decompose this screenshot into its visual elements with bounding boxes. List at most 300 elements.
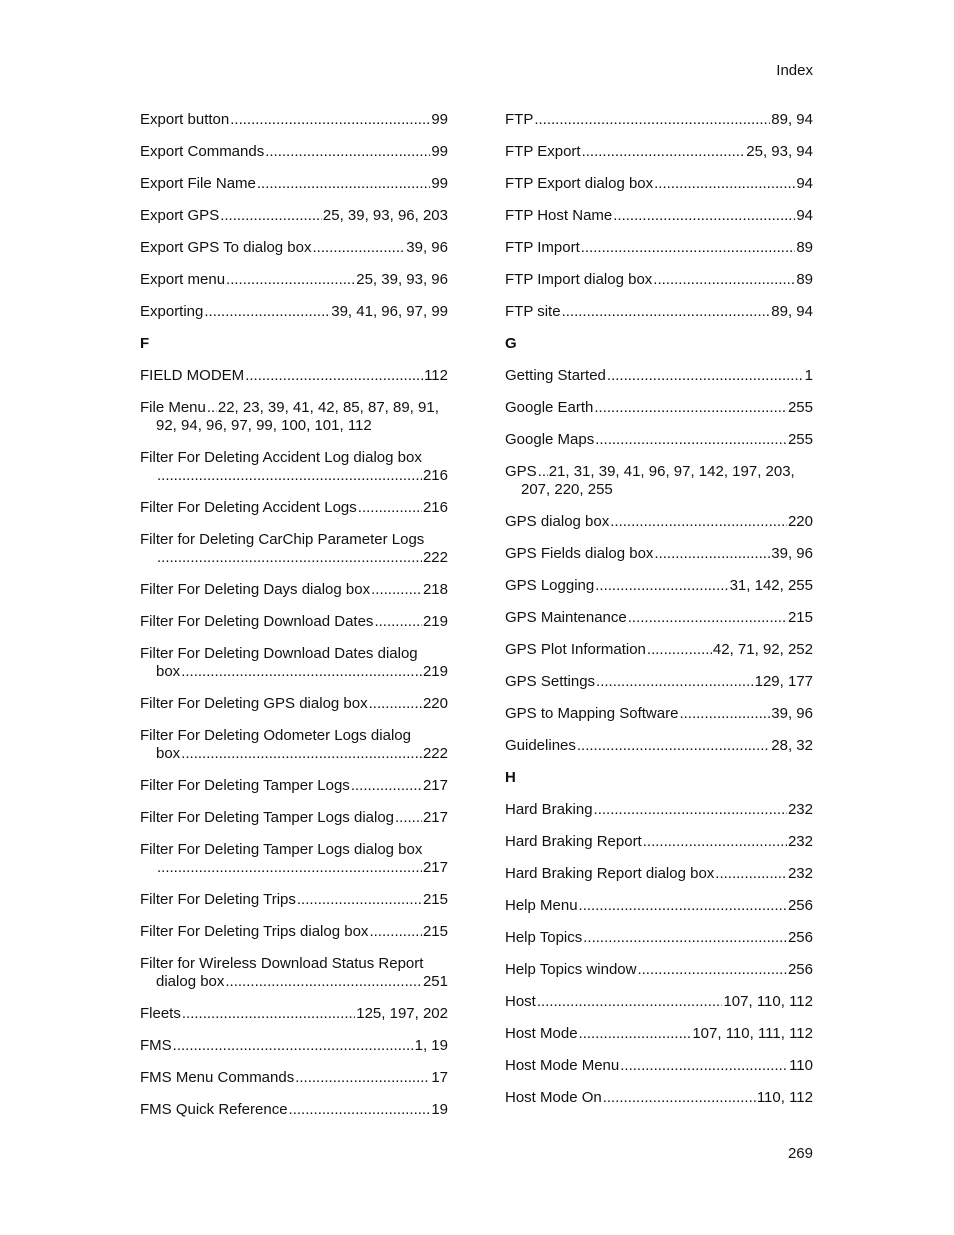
leader-dots: [182, 1005, 355, 1023]
index-entry: [140, 303, 448, 321]
index-term: Export button: [140, 111, 230, 128]
index-term: Filter For Deleting Trips dialog box: [140, 923, 369, 940]
index-term: Filter For Deleting Odometer Logs dialog: [140, 727, 411, 744]
index-entry: [505, 271, 813, 289]
index-line: [505, 801, 813, 819]
index-line: [140, 271, 448, 289]
index-term: FMS: [140, 1037, 172, 1054]
index-pages: 21, 31, 39, 41, 96, 97, 142, 197, 203,: [548, 463, 795, 480]
index-line: [140, 239, 448, 257]
index-pages: 99: [431, 175, 448, 192]
index-pages: 232: [787, 801, 813, 818]
leader-dots: [157, 549, 422, 567]
index-line: [505, 399, 813, 417]
index-term: Host Mode On: [505, 1089, 602, 1106]
leader-dots: [265, 143, 430, 161]
index-line: [505, 993, 813, 1011]
index-term: Export menu: [140, 271, 226, 288]
leader-dots: [374, 613, 422, 631]
leader-dots: [579, 897, 787, 915]
index-term: Hard Braking: [505, 801, 593, 818]
index-term: Export File Name: [140, 175, 256, 192]
index-line: [140, 891, 448, 909]
index-line: [505, 929, 813, 947]
index-pages: 125, 197, 202: [356, 1005, 448, 1022]
leader-dots: [371, 581, 422, 599]
index-term: Filter For Deleting Accident Log dialog box: [140, 449, 422, 466]
index-line: [140, 1101, 448, 1119]
index-term: FTP: [505, 111, 534, 128]
leader-dots: [230, 111, 430, 129]
index-pages: 256: [787, 929, 813, 946]
index-entry: [140, 531, 448, 567]
index-entry: [505, 705, 813, 723]
index-pages: 94: [796, 175, 813, 192]
index-entry: [140, 645, 448, 681]
index-entry: [140, 1069, 448, 1087]
index-entry: [505, 577, 813, 595]
index-pages: 19: [431, 1101, 448, 1118]
index-pages: 42, 71, 92, 252: [712, 641, 813, 658]
index-line: [505, 609, 813, 627]
index-line: [505, 111, 813, 129]
index-entry: [505, 303, 813, 321]
index-page-line: [140, 663, 448, 681]
index-entry: [505, 463, 813, 499]
index-line: [505, 1089, 813, 1107]
index-term-continued: dialog box: [156, 973, 225, 990]
index-pages: 217: [422, 859, 448, 876]
index-line: [505, 1057, 813, 1075]
index-term: Filter for Deleting CarChip Parameter Logs: [140, 531, 425, 548]
index-term: Filter For Deleting Accident Logs: [140, 499, 357, 516]
page-number: 269: [787, 1145, 813, 1162]
leader-dots: [289, 1101, 431, 1119]
leader-dots: [595, 431, 787, 449]
index-entry: [140, 695, 448, 713]
index-line: [140, 303, 448, 321]
leader-dots: [395, 809, 422, 827]
index-line: [140, 499, 448, 517]
index-entry: [505, 801, 813, 819]
index-pages: 89: [796, 271, 813, 288]
index-line: [505, 577, 813, 595]
index-line: [505, 833, 813, 851]
index-term: GPS: [505, 463, 537, 480]
leader-dots: [173, 1037, 414, 1055]
leader-dots: [628, 609, 787, 627]
index-pages: 94: [796, 207, 813, 224]
leader-dots: [358, 499, 422, 517]
index-term: Help Topics: [505, 929, 583, 946]
leader-dots: [596, 673, 754, 691]
index-page-line: [140, 467, 448, 485]
leader-dots: [225, 973, 422, 991]
index-term: FIELD MODEM: [140, 367, 245, 384]
index-pages: 99: [431, 143, 448, 160]
index-line: [140, 175, 448, 193]
index-entry: [505, 641, 813, 659]
index-pages: 89, 94: [771, 111, 813, 128]
index-entry: [505, 1025, 813, 1043]
leader-dots: [537, 993, 723, 1011]
index-pages: 107, 110, 112: [723, 993, 813, 1010]
index-entry: [505, 513, 813, 531]
index-pages: 89, 94: [771, 303, 813, 320]
index-term: FTP Host Name: [505, 207, 613, 224]
index-pages: 255: [787, 399, 813, 416]
index-term: File Menu: [140, 399, 206, 416]
leader-dots: [204, 303, 330, 321]
index-line: [140, 111, 448, 129]
index-pages: 99: [431, 111, 448, 128]
leader-dots: [220, 207, 322, 225]
index-line: [505, 239, 813, 257]
index-entry: [140, 143, 448, 161]
leader-dots: [562, 303, 771, 321]
index-term: Help Menu: [505, 897, 578, 914]
index-term: Filter For Deleting Days dialog box: [140, 581, 371, 598]
index-line: [505, 513, 813, 531]
index-pages: 217: [422, 777, 448, 794]
index-term: Filter For Deleting GPS dialog box: [140, 695, 368, 712]
leader-dots: [654, 175, 795, 193]
index-pages: 207, 220, 255: [521, 481, 613, 498]
index-term-line: [140, 645, 448, 663]
leader-dots: [257, 175, 430, 193]
index-entry: [140, 891, 448, 909]
index-entry: [505, 367, 813, 385]
index-page-line: [140, 745, 448, 763]
index-pages: 218: [422, 581, 448, 598]
leader-dots: [613, 207, 795, 225]
index-line: [505, 175, 813, 193]
leader-dots: [207, 399, 217, 417]
index-entry: [505, 993, 813, 1011]
index-entry: [140, 809, 448, 827]
index-entry: [140, 1037, 448, 1055]
index-entry: [505, 207, 813, 225]
running-header: Index: [776, 62, 813, 79]
index-line: [505, 641, 813, 659]
leader-dots: [369, 923, 422, 941]
index-entry: [140, 581, 448, 599]
index-column-right: [505, 111, 813, 1121]
index-pages: 110, 112: [756, 1089, 813, 1106]
index-term: Filter For Deleting Tamper Logs dialog: [140, 809, 395, 826]
index-pages: 39, 96: [406, 239, 448, 256]
index-term: GPS to Mapping Software: [505, 705, 679, 722]
index-term: Filter For Deleting Tamper Logs dialog box: [140, 841, 423, 858]
leader-dots: [181, 663, 422, 681]
index-pages: 215: [422, 923, 448, 940]
index-pages-continued: [140, 417, 448, 435]
index-line: [505, 303, 813, 321]
leader-dots: [595, 577, 728, 595]
index-term: FTP Import dialog box: [505, 271, 653, 288]
index-entry: [505, 865, 813, 883]
index-pages: 217: [422, 809, 448, 826]
leader-dots: [581, 239, 796, 257]
index-line: [140, 1037, 448, 1055]
index-entry: [140, 367, 448, 385]
index-term: FTP site: [505, 303, 561, 320]
index-term: Hard Braking Report: [505, 833, 642, 850]
index-term: Filter For Deleting Tamper Logs: [140, 777, 350, 794]
index-line: [505, 143, 813, 161]
index-pages: 222: [422, 745, 448, 762]
leader-dots: [226, 271, 355, 289]
leader-dots: [583, 929, 787, 947]
index-entry: [505, 545, 813, 563]
index-term: FMS Quick Reference: [140, 1101, 288, 1118]
leader-dots: [579, 1025, 692, 1043]
index-term: Filter for Wireless Download Status Report: [140, 955, 424, 972]
index-line: [140, 695, 448, 713]
index-term: Google Maps: [505, 431, 595, 448]
index-term: Export GPS To dialog box: [140, 239, 312, 256]
index-term: GPS dialog box: [505, 513, 610, 530]
index-term: GPS Fields dialog box: [505, 545, 654, 562]
index-term-continued: box: [156, 745, 181, 762]
index-line: [505, 961, 813, 979]
index-pages: 110: [789, 1057, 813, 1074]
index-pages: 215: [787, 609, 813, 626]
index-pages: 25, 39, 93, 96, 203: [322, 207, 448, 224]
index-term: FTP Export: [505, 143, 581, 160]
index-pages: 216: [422, 467, 448, 484]
leader-dots: [654, 545, 770, 563]
index-line: [140, 613, 448, 631]
leader-dots: [538, 463, 548, 481]
index-pages: 89: [796, 239, 813, 256]
index-line: [140, 207, 448, 225]
index-pages: 39, 96: [771, 705, 813, 722]
index-pages: 22, 23, 39, 41, 42, 85, 87, 89, 91,: [217, 399, 439, 416]
index-pages: 256: [787, 897, 813, 914]
index-line: [505, 463, 813, 481]
index-entry: [140, 1005, 448, 1023]
index-term: Hard Braking Report dialog box: [505, 865, 715, 882]
index-page-line: [140, 973, 448, 991]
index-pages: 219: [422, 663, 448, 680]
index-entry: [505, 929, 813, 947]
index-entry: [505, 399, 813, 417]
leader-dots: [157, 467, 422, 485]
index-term: Exporting: [140, 303, 204, 320]
leader-dots: [594, 801, 787, 819]
index-entry: [505, 175, 813, 193]
index-page-line: [140, 549, 448, 567]
index-term: Filter For Deleting Download Dates: [140, 613, 374, 630]
index-term-line: [140, 727, 448, 745]
index-entry: [140, 841, 448, 877]
index-term: Guidelines: [505, 737, 576, 754]
index-entry: [140, 955, 448, 991]
leader-dots: [245, 367, 423, 385]
index-term: Getting Started: [505, 367, 606, 384]
leader-dots: [679, 705, 770, 723]
index-term-continued: box: [156, 663, 181, 680]
index-entry: [140, 499, 448, 517]
index-pages: 129, 177: [754, 673, 813, 690]
index-term: Export Commands: [140, 143, 265, 160]
index-line: [140, 399, 448, 417]
index-pages: 1: [804, 367, 813, 384]
leader-dots: [647, 641, 712, 659]
index-pages: 39, 41, 96, 97, 99: [331, 303, 448, 320]
index-entry: [140, 727, 448, 763]
index-entry: [505, 897, 813, 915]
index-line: [505, 1025, 813, 1043]
index-term: FMS Menu Commands: [140, 1069, 295, 1086]
index-term: Export GPS: [140, 207, 220, 224]
leader-dots: [643, 833, 787, 851]
index-entry: [140, 111, 448, 129]
leader-dots: [620, 1057, 788, 1075]
index-term: Filter For Deleting Trips: [140, 891, 296, 908]
leader-dots: [637, 961, 787, 979]
index-pages: 25, 93, 94: [746, 143, 813, 160]
index-pages: 219: [422, 613, 448, 630]
index-column-left: [140, 111, 448, 1133]
index-pages: 255: [787, 431, 813, 448]
index-entry: [140, 613, 448, 631]
index-pages: 215: [422, 891, 448, 908]
leader-dots: [603, 1089, 756, 1107]
index-term-line: [140, 531, 448, 549]
index-entry: [505, 609, 813, 627]
index-term: GPS Plot Information: [505, 641, 646, 658]
index-term-line: [140, 841, 448, 859]
index-term: Host: [505, 993, 536, 1010]
index-pages: 1, 19: [414, 1037, 448, 1054]
index-term: GPS Logging: [505, 577, 595, 594]
leader-dots: [351, 777, 422, 795]
index-term: FTP Export dialog box: [505, 175, 654, 192]
index-term: Google Earth: [505, 399, 594, 416]
index-line: [140, 809, 448, 827]
index-entry: [505, 431, 813, 449]
index-line: [505, 271, 813, 289]
index-line: [505, 431, 813, 449]
index-entry: [505, 1057, 813, 1075]
index-entry: [505, 143, 813, 161]
index-entry: [140, 449, 448, 485]
index-pages: 28, 32: [771, 737, 813, 754]
index-term: FTP Import: [505, 239, 580, 256]
index-line: [505, 897, 813, 915]
index-term: Filter For Deleting Download Dates dialog: [140, 645, 418, 662]
index-pages: 107, 110, 111, 112: [692, 1025, 813, 1042]
index-term: Fleets: [140, 1005, 181, 1022]
index-term: Host Mode: [505, 1025, 578, 1042]
index-pages: 31, 142, 255: [729, 577, 813, 594]
index-line: [140, 777, 448, 795]
leader-dots: [157, 859, 422, 877]
index-letter-heading: H: [505, 769, 516, 786]
index-term-line: [140, 955, 448, 973]
index-pages: 220: [787, 513, 813, 530]
index-line: [140, 581, 448, 599]
index-entry: [505, 833, 813, 851]
index-entry: [505, 111, 813, 129]
leader-dots: [607, 367, 804, 385]
leader-dots: [582, 143, 746, 161]
index-entry: [505, 961, 813, 979]
index-pages: 92, 94, 96, 97, 99, 100, 101, 112: [156, 417, 372, 434]
leader-dots: [313, 239, 406, 257]
leader-dots: [594, 399, 787, 417]
index-pages: 25, 39, 93, 96: [356, 271, 448, 288]
index-entry: [140, 399, 448, 435]
leader-dots: [369, 695, 422, 713]
index-line: [505, 367, 813, 385]
index-line: [140, 923, 448, 941]
leader-dots: [715, 865, 787, 883]
leader-dots: [653, 271, 795, 289]
leader-dots: [534, 111, 770, 129]
leader-dots: [297, 891, 422, 909]
index-line: [140, 1005, 448, 1023]
index-line: [505, 673, 813, 691]
index-pages: 17: [431, 1069, 448, 1086]
index-entry: [140, 271, 448, 289]
index-entry: [505, 737, 813, 755]
index-line: [140, 1069, 448, 1087]
index-line: [140, 367, 448, 385]
index-pages: 220: [422, 695, 448, 712]
index-pages-continued: [505, 481, 813, 499]
index-entry: [505, 673, 813, 691]
leader-dots: [181, 745, 422, 763]
index-pages: 251: [422, 973, 448, 990]
index-pages: 232: [787, 833, 813, 850]
index-pages: 39, 96: [771, 545, 813, 562]
index-line: [505, 865, 813, 883]
index-line: [505, 545, 813, 563]
index-entry: [140, 777, 448, 795]
index-letter-heading: F: [140, 335, 150, 352]
index-term-line: [140, 449, 448, 467]
index-entry: [140, 923, 448, 941]
index-line: [505, 737, 813, 755]
index-page-line: [140, 859, 448, 877]
index-entry: [505, 1089, 813, 1107]
index-pages: 232: [787, 865, 813, 882]
index-pages: 222: [422, 549, 448, 566]
index-term: GPS Settings: [505, 673, 596, 690]
index-pages: 256: [787, 961, 813, 978]
index-letter-heading: G: [505, 335, 517, 352]
index-pages: 216: [422, 499, 448, 516]
index-pages: 112: [424, 367, 448, 384]
index-entry: [140, 175, 448, 193]
index-line: [505, 207, 813, 225]
index-entry: [140, 1101, 448, 1119]
leader-dots: [295, 1069, 430, 1087]
index-entry: [140, 239, 448, 257]
leader-dots: [610, 513, 787, 531]
index-entry: [140, 207, 448, 225]
leader-dots: [577, 737, 770, 755]
index-term: Host Mode Menu: [505, 1057, 620, 1074]
index-term: GPS Maintenance: [505, 609, 627, 626]
index-line: [505, 705, 813, 723]
index-entry: [505, 239, 813, 257]
index-line: [140, 143, 448, 161]
index-term: Help Topics window: [505, 961, 637, 978]
